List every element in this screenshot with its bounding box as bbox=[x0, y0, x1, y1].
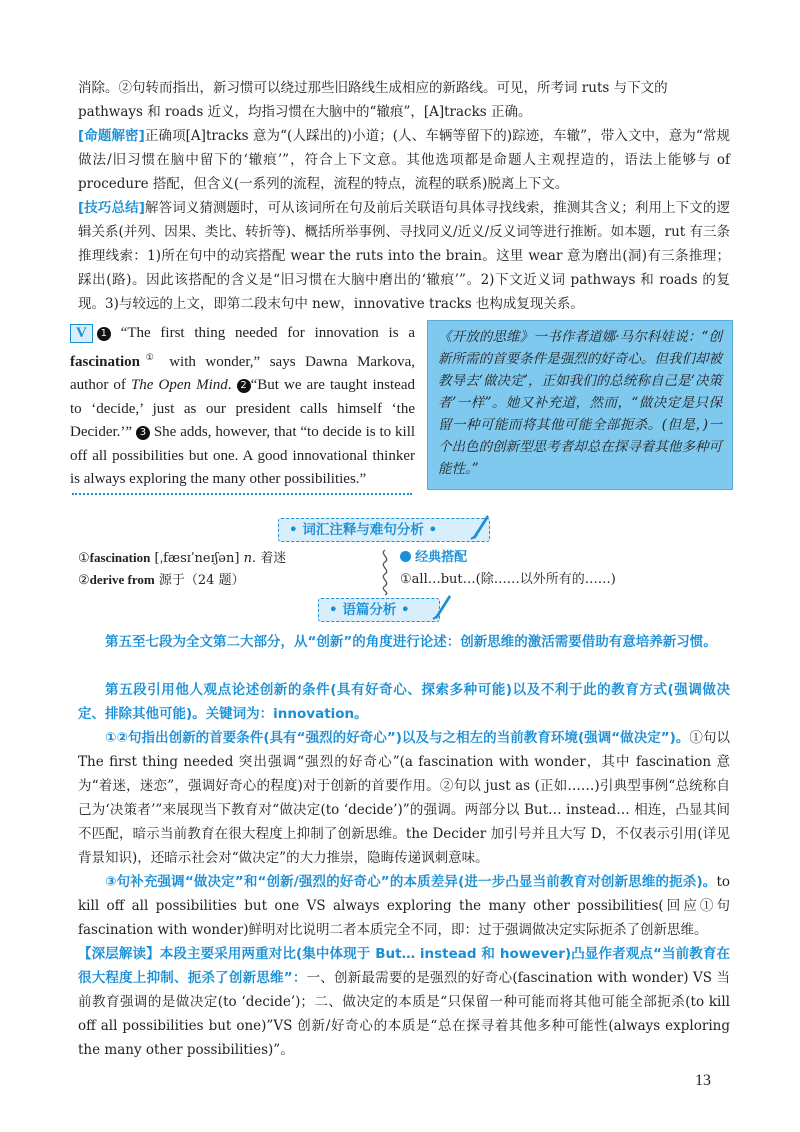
analysis-p2-end: 。 bbox=[354, 706, 368, 722]
dotted-divider bbox=[72, 493, 412, 495]
analysis-p1: 第五至七段为全文第二大部分，从“创新”的角度进行论述：创新思维的激活需要借助有意培养新习惯。 bbox=[105, 634, 717, 650]
analysis-p2 bbox=[78, 678, 730, 726]
translation-text: 《开放的思维》一书作者道娜·马尔科娃说：“创新所需的首要条件是强烈的好奇心。但我们却被教导去‘做决定’，正如我们的总统称自己是‘决策者’一样”。她又补充道，然而，“做决定是只保留一种可能而将其他可能全部扼杀。(但是，)一个出色的创新型思考者却总在探寻着其他多种可能性。” bbox=[438, 329, 722, 477]
sentence-1-marker: 1 bbox=[97, 327, 111, 341]
analysis-p2-keyword: innovation bbox=[273, 706, 355, 722]
key-word-fascination: fascination bbox=[70, 353, 141, 370]
vocab-1-pos: n. bbox=[243, 551, 257, 566]
analysis-p5-body: 一、创新最需要的是强烈的好奇心(fascination with wonder) VS 当前教育强调的是做决定(to ‘decide’)；二、做决定的本质是“只保留一种可能而将其他可能全部扼杀(to kill off all possibilities but one)”VS 创新/好奇心的本质是“总在探寻着其他多种可能性(always exploring the many other possibilities)”。 bbox=[78, 970, 730, 1058]
analysis-p3-body: ①句以 The first thing needed 突出强调“强烈的好奇心”(a fascination with wonder，其中 fascination 意为“着迷，迷恋”，强调好奇心的程度)对于创新的首要作用。②句以 just as (正如……)引典型事例“总统称自己为‘决策者’”来展现当下教育对“做决定(to ‘decide’)”的强调。两部分以 But… instead… 相连，凸显其间不匹配，暗示当前教育在很大程度上抑制了创新思维。the Decider 加引号并且大写 D，不仅表示引用(详见背景知识)，还暗示社会对“做决定”的大力推崇，隐晦传递讽刺意味。 bbox=[78, 730, 731, 866]
jiqiao-paragraph bbox=[78, 196, 730, 316]
vocab-2-meaning: 源于（24 题） bbox=[154, 573, 245, 588]
sentence-2-marker: 2 bbox=[237, 379, 251, 393]
analysis-p4-lead: ③句补充强调“做决定”和“创新/强烈的好奇心”的本质差异(进一步凸显当前教育对创新思维的扼杀)。 bbox=[105, 874, 717, 890]
book-title: The Open Mind bbox=[130, 377, 228, 393]
pen-icon bbox=[469, 511, 491, 541]
analysis-p5 bbox=[78, 942, 730, 1062]
footnote-1: ① bbox=[140, 351, 160, 362]
top-line-2: pathways 和 roads 近义，均指习惯在大脑中的“辙痕”，[A]tracks 正确。 bbox=[78, 104, 532, 120]
jiqiao-text: 解答词义猜测题时，可从该词所在句及前后关联语句具体寻找线索，推测其含义；利用上下文的逻辑关系(并列、因果、类比、转折等)、概括所举事例、寻找同义/近义/反义词等进行推断。如本题，rut 有三条推理线索：1)所在句中的动宾搭配 wear the ruts into the brain。这里 wear 意为磨出(洞)有三条推理；踩出(路)。因此该搭配的含义是“旧习惯在大脑中磨出的‘辙痕’”。2)下文近义词 pathways 和 roads 的复现。3)与较远的上文，即第二段末句中 new，innovative tracks 也构成复现关系。 bbox=[78, 200, 731, 312]
mingti-label: [命题解密] bbox=[78, 128, 145, 144]
sentence-1a: “The first thing needed for innovation is a bbox=[120, 325, 416, 341]
analysis-section-title: • 语篇分析 • bbox=[329, 602, 410, 618]
vocab-1-number: ① bbox=[78, 551, 90, 566]
analysis-p3-lead: ①②句指出创新的首要条件(具有“强烈的好奇心”)以及与之相左的当前教育环境(强调“做决定”)。 bbox=[105, 730, 690, 746]
analysis-p5-lead: 本段主要采用两重对比(集中体现于 But… instead 和 however)凸显作者观点“当前教育在很大程度上抑制、扼杀了创新思维”： bbox=[78, 946, 730, 986]
sentence-3-marker: 3 bbox=[136, 426, 150, 440]
sentence-1b: with wonder,” says Dawna Markova, author of bbox=[70, 353, 415, 393]
page-number: 13 bbox=[695, 1072, 711, 1089]
vocab-2-word: derive from bbox=[89, 572, 155, 587]
analysis-p4 bbox=[78, 870, 730, 942]
vocab-1-meaning: 着迷 bbox=[256, 551, 287, 566]
top-line-1: 消除。②句转而指出，新习惯可以绕过那些旧路线生成相应的新路线。可见，所考词 ruts 与下文的 bbox=[78, 80, 668, 96]
paragraph-number: V bbox=[70, 324, 93, 343]
sentence-3: She adds, however, that “to decide is to kill off all possibilities but one. A good innovational thinker is always exploring the many other possibilities.” bbox=[70, 424, 416, 487]
vocab-1-word: fascination bbox=[89, 550, 151, 565]
sentence-2: “But we are taught instead to ‘decide,’ just as our president calls himself ‘the Decider.’” bbox=[70, 377, 415, 440]
passage-english bbox=[70, 322, 415, 492]
jiqiao-label: [技巧总结] bbox=[78, 200, 145, 216]
collocation-block bbox=[400, 548, 467, 568]
collocation-item-1: ①all…but…(除……以外所有的……) bbox=[400, 572, 616, 587]
vocab-2-number: ② bbox=[78, 573, 90, 588]
bullet-icon bbox=[400, 551, 411, 562]
mingti-text: 正确项[A]tracks 意为“(人踩出的)小道；(人、车辆等留下的)踪迹，车辙”，带入文中，意为“常规做法/旧习惯在脑中留下的‘辙痕’”，符合上下文意。其他选项都是命题人主观捏造的，语法上能够与 of procedure 搭配，但含义(一系列的流程，流程的特点，流程的联系)脱离上下文。 bbox=[78, 128, 730, 192]
mingti-paragraph bbox=[78, 124, 730, 196]
pen-icon bbox=[431, 591, 453, 621]
deep-reading-label: 【深层解读】 bbox=[78, 946, 160, 962]
translation-box bbox=[427, 320, 733, 490]
analysis-section-header bbox=[318, 598, 440, 622]
sentence-1c: . bbox=[227, 377, 232, 393]
analysis-p4-body: to kill off all possibilities but one VS always exploring the many other possibilities(回应①句 fascination with wonder)鲜明对比说明二者本质完全不同，即：过于强调做决定实际扼杀了创新思维。 bbox=[78, 874, 730, 938]
analysis-p2-text: 第五段引用他人观点论述创新的条件(具有好奇心、探索多种可能)以及不利于此的教育方式(强调做决定、排除其他可能)。关键词为： bbox=[78, 682, 730, 722]
vocab-item-2 bbox=[78, 570, 245, 591]
analysis-p3 bbox=[78, 726, 730, 870]
vocab-section-header bbox=[278, 518, 490, 542]
vocab-item-1 bbox=[78, 548, 286, 569]
vocab-section-title: • 词汇注释与难句分析 • bbox=[289, 522, 438, 538]
spiral-divider-icon bbox=[378, 548, 392, 596]
collocation-title: 经典搭配 bbox=[415, 550, 468, 565]
vocab-1-ipa: [ˌfæsɪˈneɪʃən] bbox=[150, 551, 244, 566]
